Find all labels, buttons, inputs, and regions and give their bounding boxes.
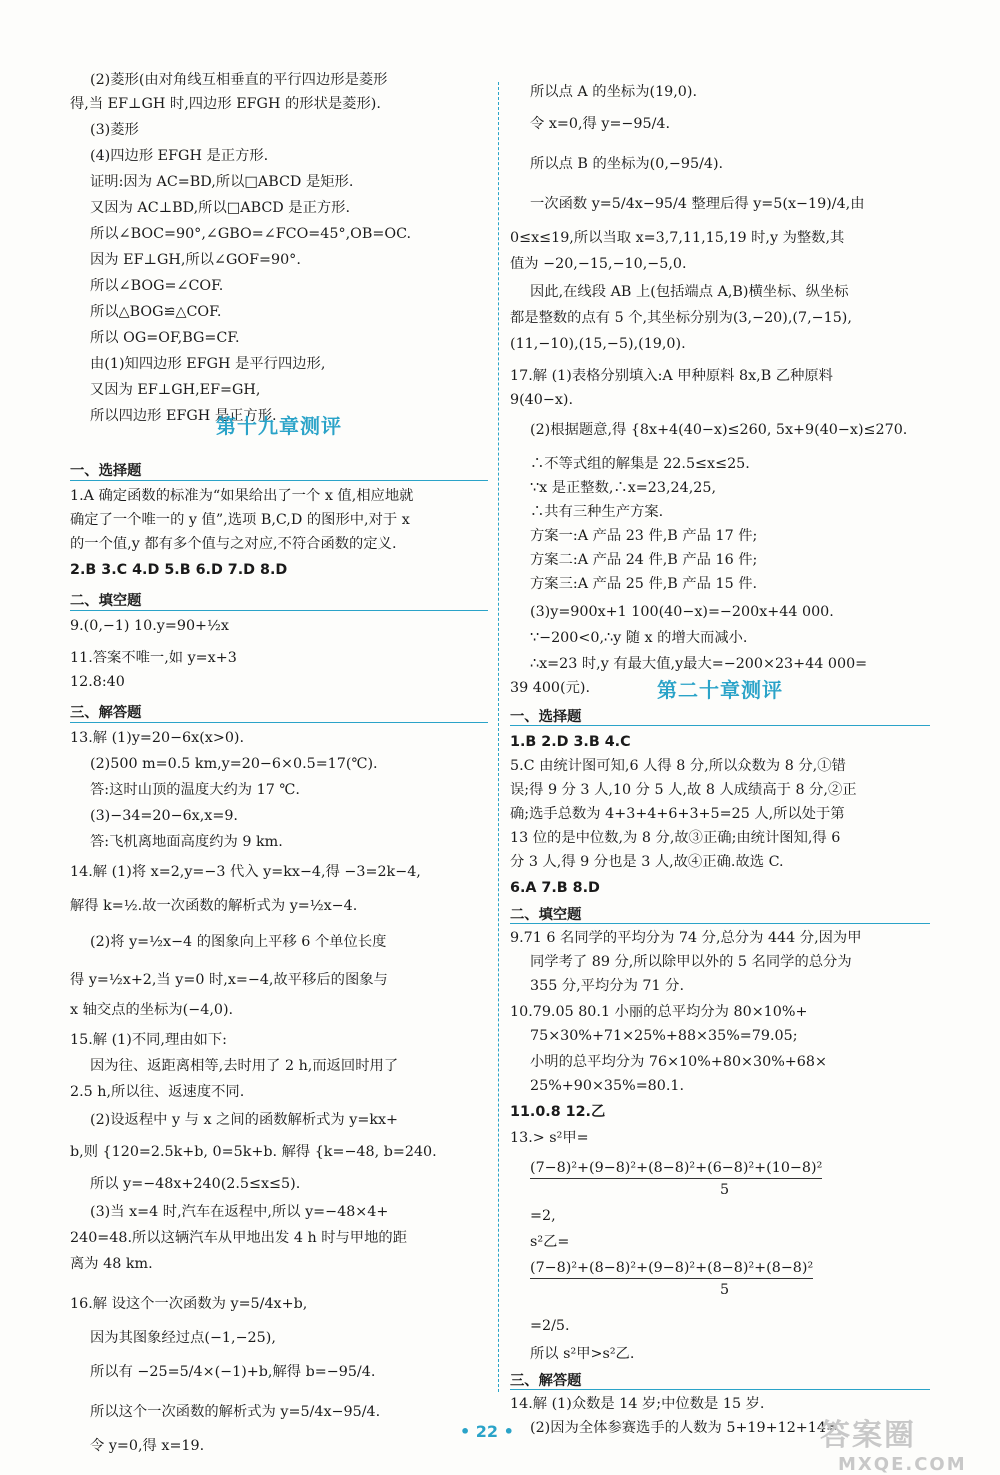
text-line: 9.71 6 名同学的平均分为 74 分,总分为 444 分,因为甲 [510,930,862,946]
watermark-url: MXQE.COM [838,1454,967,1475]
text-line: 1.A 确定函数的标准为“如果给出了一个 x 值,相应地就 [70,488,414,504]
text-line: 25%+90×35%=80.1. [530,1078,685,1094]
text-line: 2.B 3.C 4.D 5.B 6.D 7.D 8.D [70,562,288,578]
text-line: 13.> s²甲= [510,1130,589,1146]
text-line: 所以点 A 的坐标为(19,0). [530,84,698,100]
section-heading: 三、解答题 [70,705,142,721]
chapter-title: 第二十章测评 [657,678,783,702]
text-line: 因为 EF⊥GH,所以∠GOF=90°. [90,252,301,268]
text-line: 所以 OG=OF,BG=CF. [90,330,240,346]
text-line: 得 y=½x+2,当 y=0 时,x=−4,故平移后的图象与 [70,972,388,988]
text-line: 令 x=0,得 y=−95/4. [530,116,671,132]
text-line: 又因为 EF⊥GH,EF=GH, [90,382,261,398]
fraction-denominator: 5 [720,1182,730,1198]
text-line: 误;得 9 分 3 人,10 分 5 人,故 8 人成绩高于 8 分,②正 [510,782,857,798]
text-line: 240=48.所以这辆汽车从甲地出发 4 h 时与甲地的距 [70,1230,407,1246]
text-line: 1.B 2.D 3.B 4.C [510,734,631,750]
text-line: 方案一:A 产品 23 件,B 产品 17 件; [530,528,758,544]
text-line: 6.A 7.B 8.D [510,880,600,896]
text-line: 0≤x≤19,所以当取 x=3,7,11,15,19 时,y 为整数,其 [510,230,845,246]
text-line: 所以 s²甲>s²乙. [530,1346,635,1362]
text-line: 13 位的是中位数,为 8 分,故③正确;由统计图知,得 6 [510,830,841,846]
section-rule [70,722,488,723]
text-line: 2.5 h,所以往、返速度不同. [70,1084,245,1100]
text-line: (2)设返程中 y 与 x 之间的函数解析式为 y=kx+ [90,1112,399,1128]
section-heading: 一、选择题 [70,463,142,479]
text-line: 11.0.8 12.乙 [510,1104,606,1120]
section-heading: 二、填空题 [70,593,142,609]
text-line: (2)根据题意,得 {8x+4(40−x)≤260, 5x+9(40−x)≤270. [530,422,908,438]
text-line: 15.解 (1)不同,理由如下: [70,1032,227,1048]
text-line: 13.解 (1)y=20−6x(x>0). [70,730,245,746]
text-line: 离为 48 km. [70,1256,153,1272]
text-line: 因为往、返距离相等,去时用了 2 h,而返回时用了 [90,1058,399,1074]
text-line: 答:这时山顶的温度大约为 17 ℃. [90,782,300,798]
text-line: 所以这个一次函数的解析式为 y=5/4x−95/4. [90,1404,381,1420]
text-line: 39 400(元). [510,680,591,696]
text-line: 得,当 EF⊥GH 时,四边形 EFGH 的形状是菱形). [70,96,381,112]
text-line: x 轴交点的坐标为(−4,0). [70,1002,234,1018]
text-line: (3)菱形 [90,122,139,138]
text-line: 小明的总平均分为 76×10%+80×30%+68× [530,1054,827,1070]
text-line: (3)当 x=4 时,汽车在返程中,所以 y=−48×4+ [90,1204,389,1220]
section-rule [510,923,930,924]
text-line: 同学考了 89 分,所以除甲以外的 5 名同学的总分为 [530,954,852,970]
text-line: 方案三:A 产品 25 件,B 产品 15 件. [530,576,758,592]
section-heading: 一、选择题 [510,709,582,725]
fraction-numerator: (7−8)²+(8−8)²+(9−8)²+(8−8)²+(8−8)² [530,1258,813,1279]
text-line: 值为 −20,−15,−10,−5,0. [510,256,687,272]
text-line: 分 3 人,得 9 分也是 3 人,故④正确.故选 C. [510,854,784,870]
text-line: 确定了一个唯一的 y 值”,选项 B,C,D 的图形中,对于 x [70,512,410,528]
text-line: 所以∠BOG=∠COF. [90,278,224,294]
text-line: 的一个值,y 都有多个值与之对应,不符合函数的定义. [70,536,397,552]
text-line: ∴不等式组的解集是 22.5≤x≤25. [530,456,750,472]
section-rule [510,1389,930,1390]
section-rule [70,610,488,611]
text-line: 11.答案不唯一,如 y=x+3 [70,650,237,666]
text-line: 所以 y=−48x+240(2.5≤x≤5). [90,1176,301,1192]
text-line: 17.解 (1)表格分别填入:A 甲种原料 8x,B 乙种原料 [510,368,833,384]
text-line: 5.C 由统计图可知,6 人得 8 分,所以众数为 8 分,①错 [510,758,846,774]
text-line: (2)因为全体参赛选手的人数为 5+19+12+14= [530,1420,838,1436]
text-line: 16.解 设这个一次函数为 y=5/4x+b, [70,1296,308,1312]
section-heading: 三、解答题 [510,1373,582,1389]
text-line: (4)四边形 EFGH 是正方形. [90,148,269,164]
text-line: 9(40−x). [510,392,574,408]
text-line: (3)−34=20−6x,x=9. [90,808,238,824]
text-line: 由(1)知四边形 EFGH 是平行四边形, [90,356,326,372]
text-line: 都是整数的点有 5 个,其坐标分别为(3,−20),(7,−15), [510,310,852,326]
text-line: 所以△BOG≌△COF. [90,304,222,320]
text-line: 确;选手总数为 4+3+4+6+3+5=25 人,所以处于第 [510,806,845,822]
text-line: 因为其图象经过点(−1,−25), [90,1330,276,1346]
text-line: ∵−200<0,∴y 随 x 的增大而减小. [530,630,748,646]
text-line: (2)500 m=0.5 km,y=20−6×0.5=17(℃). [90,756,378,772]
text-line: 355 分,平均分为 71 分. [530,978,684,994]
text-line: 方案二:A 产品 24 件,B 产品 16 件; [530,552,758,568]
text-line: 答:飞机离地面高度约为 9 km. [90,834,283,850]
text-line: (2)菱形(由对角线互相垂直的平行四边形是菱形 [90,72,388,88]
section-rule [70,480,488,481]
text-line: ∴共有三种生产方案. [530,504,664,520]
section-heading: 二、填空题 [510,907,582,923]
text-line: (3)y=900x+1 100(40−x)=−200x+44 000. [530,604,834,620]
text-line: =2, [530,1208,556,1224]
column-divider [498,82,499,1392]
text-line: 因此,在线段 AB 上(包括端点 A,B)横坐标、纵坐标 [530,284,849,300]
text-line: 9.(0,−1) 10.y=90+½x [70,618,229,634]
text-line: ∵x 是正整数,∴x=23,24,25, [530,480,716,496]
text-line: 令 y=0,得 x=19. [90,1438,205,1454]
text-line: 所以四边形 EFGH 是正方形. [90,408,277,424]
text-line: 一次函数 y=5/4x−95/4 整理后得 y=5(x−19)/4,由 [530,196,865,212]
text-line: s²乙= [530,1234,570,1250]
text-line: 14.解 (1)众数是 14 岁;中位数是 15 岁. [510,1396,765,1412]
text-line: 所以点 B 的坐标为(0,−95/4). [530,156,724,172]
page-number: • 22 • [460,1422,514,1441]
text-line: 12.8:40 [70,674,125,690]
section-rule [510,725,930,726]
text-line: =2/5. [530,1318,570,1334]
text-line: (2)将 y=½x−4 的图象向上平移 6 个单位长度 [90,934,387,950]
text-line: b,则 {120=2.5k+b, 0=5k+b. 解得 {k=−48, b=240. [70,1144,437,1160]
text-line: 75×30%+71×25%+88×35%=79.05; [530,1028,798,1044]
text-line: (11,−10),(15,−5),(19,0). [510,336,686,352]
watermark-text: 答案圈 [820,1418,916,1453]
text-line: 14.解 (1)将 x=2,y=−3 代入 y=kx−4,得 −3=2k−4, [70,864,421,880]
fraction-numerator: (7−8)²+(9−8)²+(8−8)²+(6−8)²+(10−8)² [530,1158,822,1179]
text-line: ∴x=23 时,y 有最大值,y最大=−200×23+44 000= [530,656,868,672]
watermark-logo [820,1410,967,1475]
text-line: 解得 k=½.故一次函数的解析式为 y=½x−4. [70,898,358,914]
text-line: 证明:因为 AC=BD,所以□ABCD 是矩形. [90,174,354,190]
text-line: 所以有 −25=5/4×(−1)+b,解得 b=−95/4. [90,1364,376,1380]
fraction-denominator: 5 [720,1282,730,1298]
text-line: 所以∠BOC=90°,∠GBO=∠FCO=45°,OB=OC. [90,226,412,242]
text-line: 10.79.05 80.1 小丽的总平均分为 80×10%+ [510,1004,808,1020]
chapter-title: 第十九章测评 [216,414,342,438]
text-line: 又因为 AC⊥BD,所以□ABCD 是正方形. [90,200,351,216]
